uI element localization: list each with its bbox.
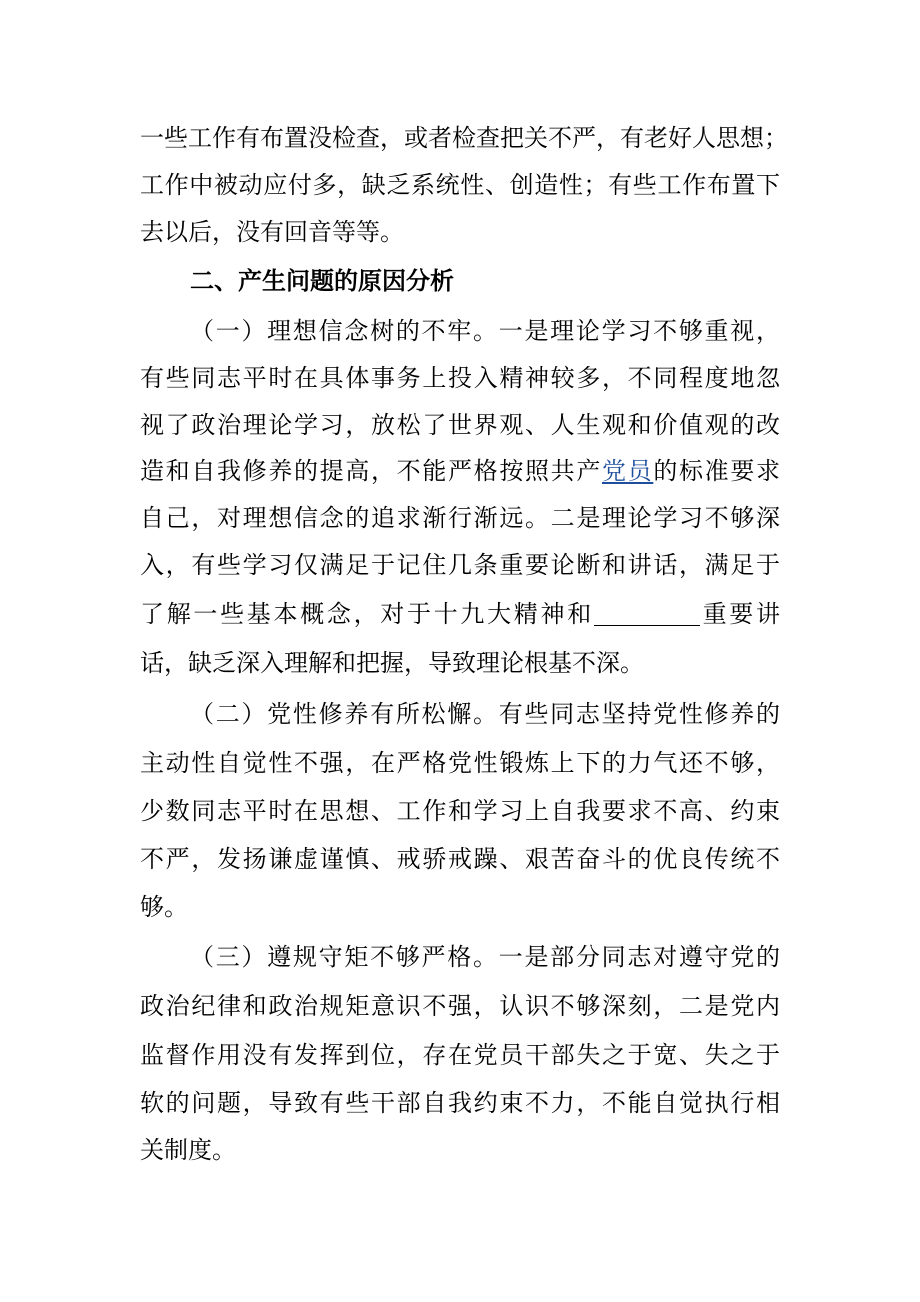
para1-line-7-text: 了解一些基本概念，对于十九大精神和 bbox=[140, 600, 594, 628]
para1-line-8: 话，缺乏深入理解和把握，导致理论根基不深。 bbox=[140, 649, 644, 677]
para0-line-3: 去以后，没有回音等等。 bbox=[140, 218, 404, 246]
section-heading: 二、产生问题的原因分析 bbox=[190, 267, 454, 295]
para1-line-1: （一）理想信念树的不牢。一是理论学习不够重视， bbox=[190, 317, 780, 345]
para2-line-5: 够。 bbox=[140, 893, 188, 921]
para2-line-1: （二）党性修养有所松懈。有些同志坚持党性修养的 bbox=[190, 700, 780, 728]
para1-line-4-text: 造和自我修养的提高，不能严格按照共产 bbox=[140, 457, 602, 485]
fill-in-blank bbox=[594, 601, 700, 626]
para1-line-7 bbox=[140, 597, 780, 631]
para0-line-1: 一些工作有布置没检查，或者检查把关不严，有老好人思想； bbox=[140, 124, 788, 152]
para2-line-3: 少数同志平时在思想、工作和学习上自我要求不高、约束 bbox=[140, 797, 780, 825]
para0-line-2: 工作中被动应付多，缺乏系统性、创造性；有些工作布置下 bbox=[140, 171, 780, 199]
para1-line-3: 视了政治理论学习，放松了世界观、人生观和价值观的改 bbox=[140, 411, 780, 439]
para1-line-4 bbox=[140, 454, 780, 488]
para3-line-4: 软的问题，导致有些干部自我约束不力，不能自觉执行相 bbox=[140, 1089, 780, 1117]
para3-line-1: （三）遵规守矩不够严格。一是部分同志对遵守党的 bbox=[190, 943, 780, 971]
para1-line-7-tail: 重要讲 bbox=[699, 600, 781, 628]
para2-line-2: 主动性自觉性不强，在严格党性锻炼上下的力气还不够， bbox=[140, 749, 780, 777]
party-member-link[interactable]: 党员 bbox=[602, 457, 654, 485]
para3-line-2: 政治纪律和政治规矩意识不强，认识不够深刻，二是党内 bbox=[140, 992, 780, 1020]
para1-line-4-tail: 的标准要求 bbox=[653, 457, 781, 485]
para3-line-3: 监督作用没有发挥到位，存在党员干部失之于宽、失之于 bbox=[140, 1041, 780, 1069]
para1-line-5: 自己，对理想信念的追求渐行渐远。二是理论学习不够深 bbox=[140, 504, 780, 532]
para1-line-6: 入，有些学习仅满足于记住几条重要论断和讲话，满足于 bbox=[140, 551, 780, 579]
para1-line-2: 有些同志平时在具体事务上投入精神较多，不同程度地忽 bbox=[140, 364, 780, 392]
para3-line-5: 关制度。 bbox=[140, 1136, 236, 1164]
para2-line-4: 不严，发扬谦虚谨慎、戒骄戒躁、艰苦奋斗的优良传统不 bbox=[140, 845, 780, 873]
